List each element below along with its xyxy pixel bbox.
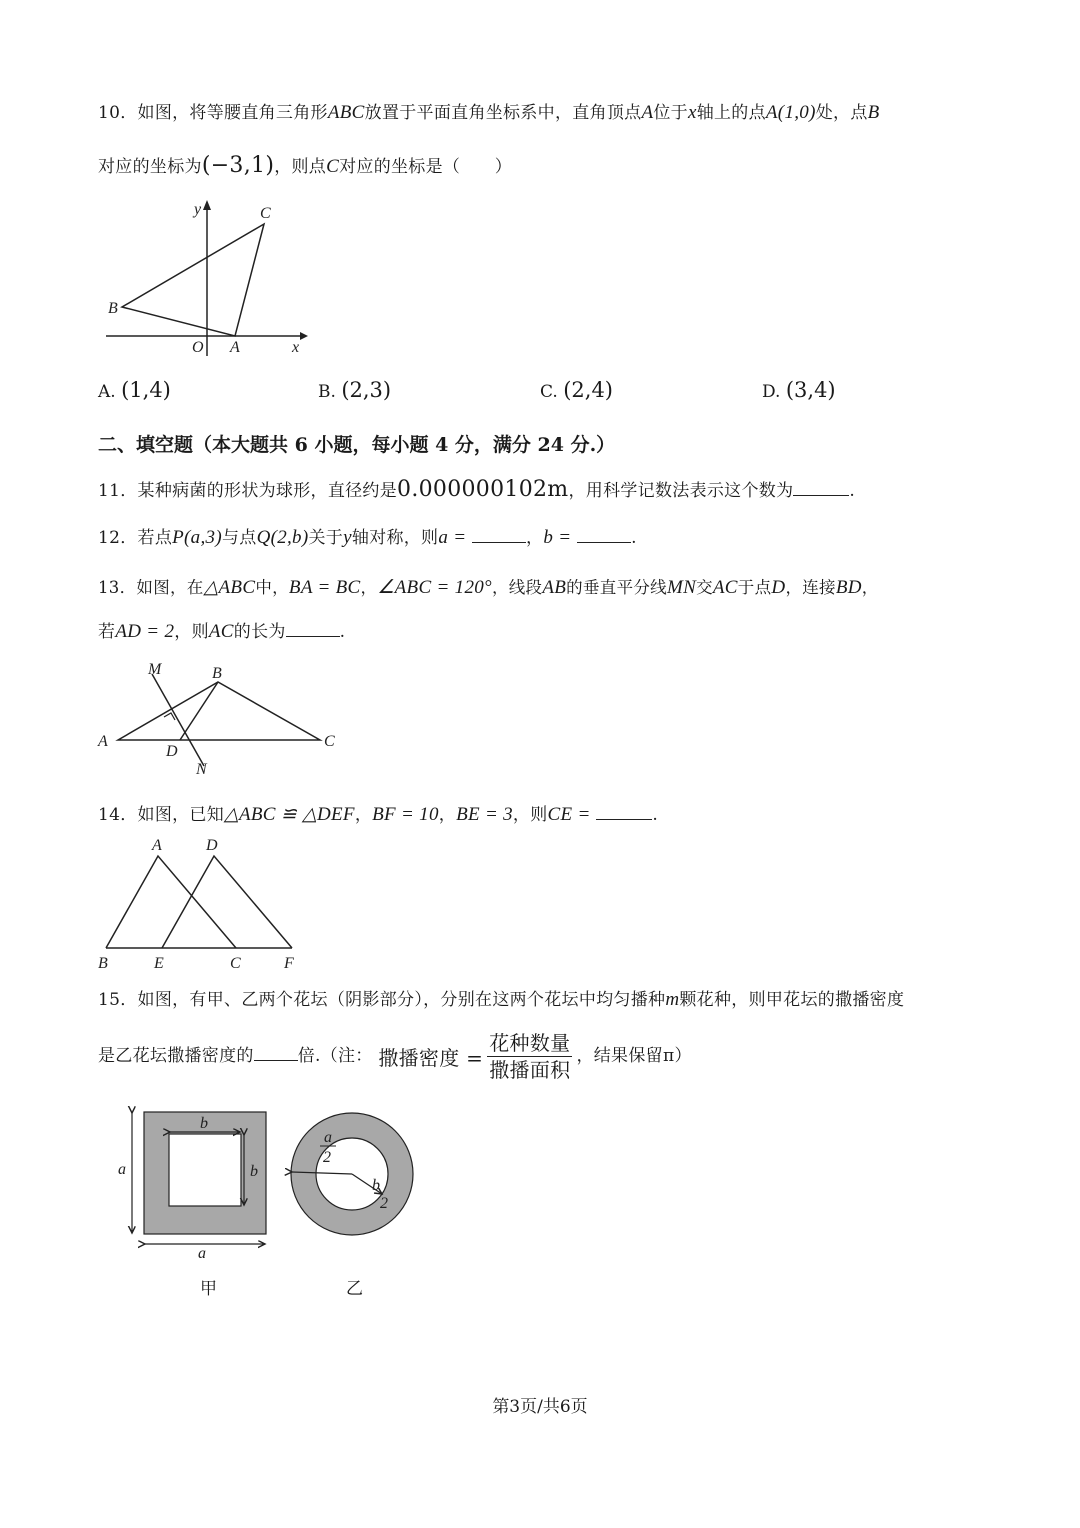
label-D: D [206, 837, 218, 854]
q12: 12．若点P(a,3)与点Q(2,b)关于y轴对称，则a = ，b = . [98, 527, 637, 548]
label-M: M [148, 661, 162, 678]
q10-option-b: B. (2,3) [318, 378, 392, 402]
label-two-1: 2 [323, 1149, 331, 1166]
q10-figure [100, 196, 320, 366]
q14-figure [96, 834, 306, 974]
label-b-top: b [200, 1115, 208, 1132]
q15-line1: 15．如图，有甲、乙两个花坛（阴影部分），分别在这两个花坛中均匀播种m颗花种，则甲花坛的撒播密度 [98, 989, 905, 1010]
label-N: N [196, 761, 207, 778]
section-heading: 二、填空题（本大题共 6 小题，每小题 4 分，满分 24 分.） [98, 434, 616, 456]
q15-figure [114, 1108, 424, 1262]
answer-blank [577, 528, 631, 543]
q13-figure [96, 656, 356, 780]
q10-line2: 对应的坐标为(−3,1)，则点C对应的坐标是（ ） [98, 153, 513, 178]
label-b2: b [372, 1177, 380, 1194]
answer-blank [596, 805, 652, 820]
label-O: O [192, 339, 204, 356]
label-y: y [194, 201, 202, 218]
label-D: D [166, 743, 178, 760]
q15-line2: 是乙花坛撒播密度的 倍.（注： 撒播密度 = $\frac{\text{花种数量}}{\text{撒播面积}}$ ，结果保留π） [98, 1031, 692, 1082]
q10-option-c: C. (2,4) [540, 378, 614, 402]
label-A: A [230, 339, 240, 356]
label-B: B [212, 665, 222, 682]
page-footer: 第3页/共6页 [492, 1397, 588, 1417]
answer-blank [254, 1046, 298, 1061]
label-b-right: b [250, 1163, 258, 1180]
label-B: B [108, 300, 118, 317]
label-C: C [324, 733, 335, 750]
label-a-over: a [324, 1129, 332, 1146]
label-E: E [154, 955, 164, 972]
caption-jia: 甲 [200, 1279, 217, 1299]
q13-line2: 若AD = 2，则AC的长为 . [98, 621, 346, 642]
label-C: C [260, 205, 271, 222]
q10-option-d: D. (3,4) [762, 378, 836, 402]
answer-blank [793, 481, 849, 496]
q11: 11．某种病菌的形状为球形，直径约是0.000000102m，用科学记数法表示这个数为 . [98, 477, 856, 502]
label-a-bottom: a [198, 1245, 206, 1262]
density-formula: $\frac{\text{花种数量}}{\text{撒播面积}}$ [489, 1031, 571, 1082]
label-A: A [98, 733, 108, 750]
label-F: F [284, 955, 294, 972]
answer-blank [472, 528, 526, 543]
q13-line1: 13．如图，在△ABC中，BA = BC，∠ABC = 120°，线段AB的垂直平分线MN交AC于点D，连接BD， [98, 577, 879, 598]
answer-blank [286, 622, 340, 637]
label-A: A [152, 837, 162, 854]
label-C: C [230, 955, 241, 972]
label-x: x [292, 339, 300, 356]
caption-yi: 乙 [346, 1279, 363, 1299]
label-a-left: a [118, 1161, 126, 1178]
q10-option-a: A. (1,4) [98, 378, 171, 402]
label-B: B [98, 955, 108, 972]
q10-line1: 10．如图，将等腰直角三角形ABC放置于平面直角坐标系中，直角顶点A位于x轴上的点A(1,0)处，点B [98, 102, 880, 123]
q14: 14．如图，已知△ABC ≌ △DEF，BF = 10，BE = 3，则CE = . [98, 804, 659, 825]
label-two-2: 2 [380, 1195, 388, 1212]
